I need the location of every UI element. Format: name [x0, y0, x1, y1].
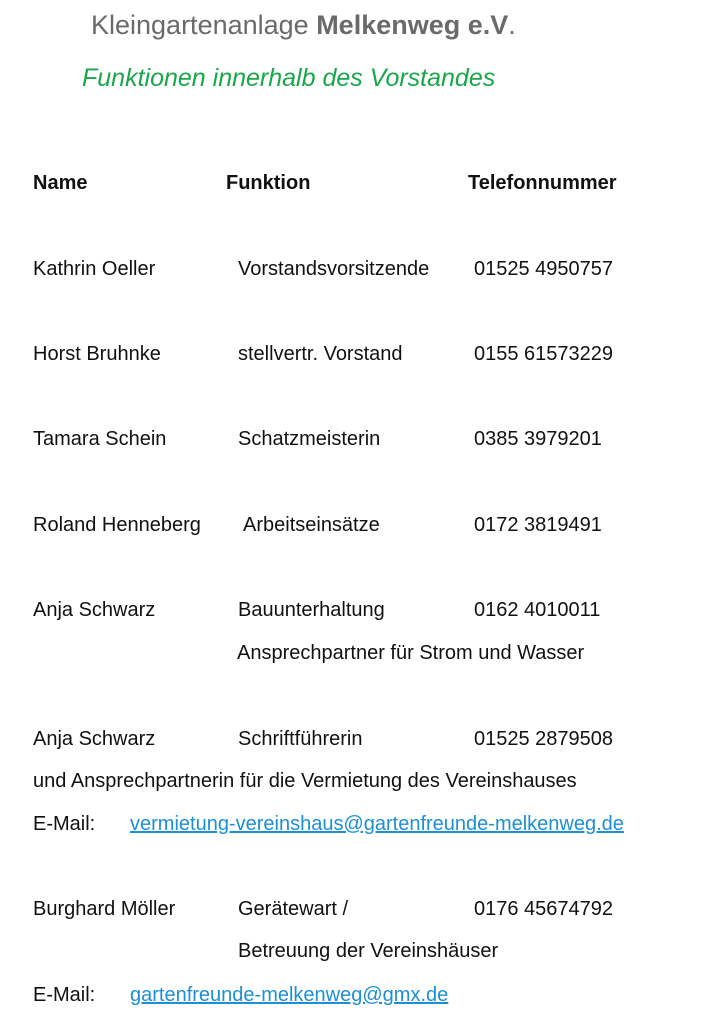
member-name: Anja Schwarz [33, 728, 156, 750]
title-prefix: Kleingartenanlage [91, 10, 317, 40]
member-function: stellvertr. Vorstand [238, 343, 403, 365]
title-suffix: . [508, 10, 516, 40]
member-phone: 0176 45674792 [474, 898, 614, 920]
page-subtitle: Funktionen innerhalb des Vorstandes [82, 64, 496, 92]
member-phone: 0162 4010011 [474, 599, 601, 621]
column-header-name: Name [33, 172, 88, 194]
member-name: Roland Henneberg [33, 514, 201, 536]
email-label: E-Mail: [33, 813, 96, 835]
member-name: Horst Bruhnke [33, 343, 161, 365]
member-function: Gerätewart / [238, 898, 349, 920]
member-function: Vorstandsvorsitzende [238, 258, 430, 280]
member-phone: 01525 4950757 [474, 258, 614, 280]
member-phone: 0385 3979201 [474, 428, 602, 450]
member-note: und Ansprechpartnerin für die Vermietung des Vereinshauses [33, 770, 577, 792]
member-note: Betreuung der Vereinshäuser [238, 940, 499, 962]
title-bold: Melkenweg e.V [316, 10, 509, 40]
page-title [91, 10, 516, 41]
member-phone: 01525 2879508 [474, 728, 614, 750]
member-name: Anja Schwarz [33, 599, 156, 621]
member-phone: 0172 3819491 [474, 514, 602, 536]
member-note: Ansprechpartner für Strom und Wasser [237, 642, 585, 664]
email-label: E-Mail: [33, 984, 96, 1006]
member-phone: 0155 61573229 [474, 343, 614, 365]
member-function: Arbeitseinsätze [243, 514, 380, 536]
member-function: Bauunterhaltung [238, 599, 385, 621]
column-header-function: Funktion [226, 172, 311, 194]
member-function: Schatzmeisterin [238, 428, 381, 450]
member-name: Burghard Möller [33, 898, 176, 920]
email-link-gmx[interactable]: gartenfreunde-melkenweg@gmx.de [130, 984, 449, 1006]
column-header-phone: Telefonnummer [468, 172, 617, 194]
member-name: Tamara Schein [33, 428, 167, 450]
member-name: Kathrin Oeller [33, 258, 156, 280]
member-function: Schriftführerin [238, 728, 363, 750]
email-link-vereinshaus[interactable]: vermietung-vereinshaus@gartenfreunde-melkenweg.de [130, 813, 624, 835]
